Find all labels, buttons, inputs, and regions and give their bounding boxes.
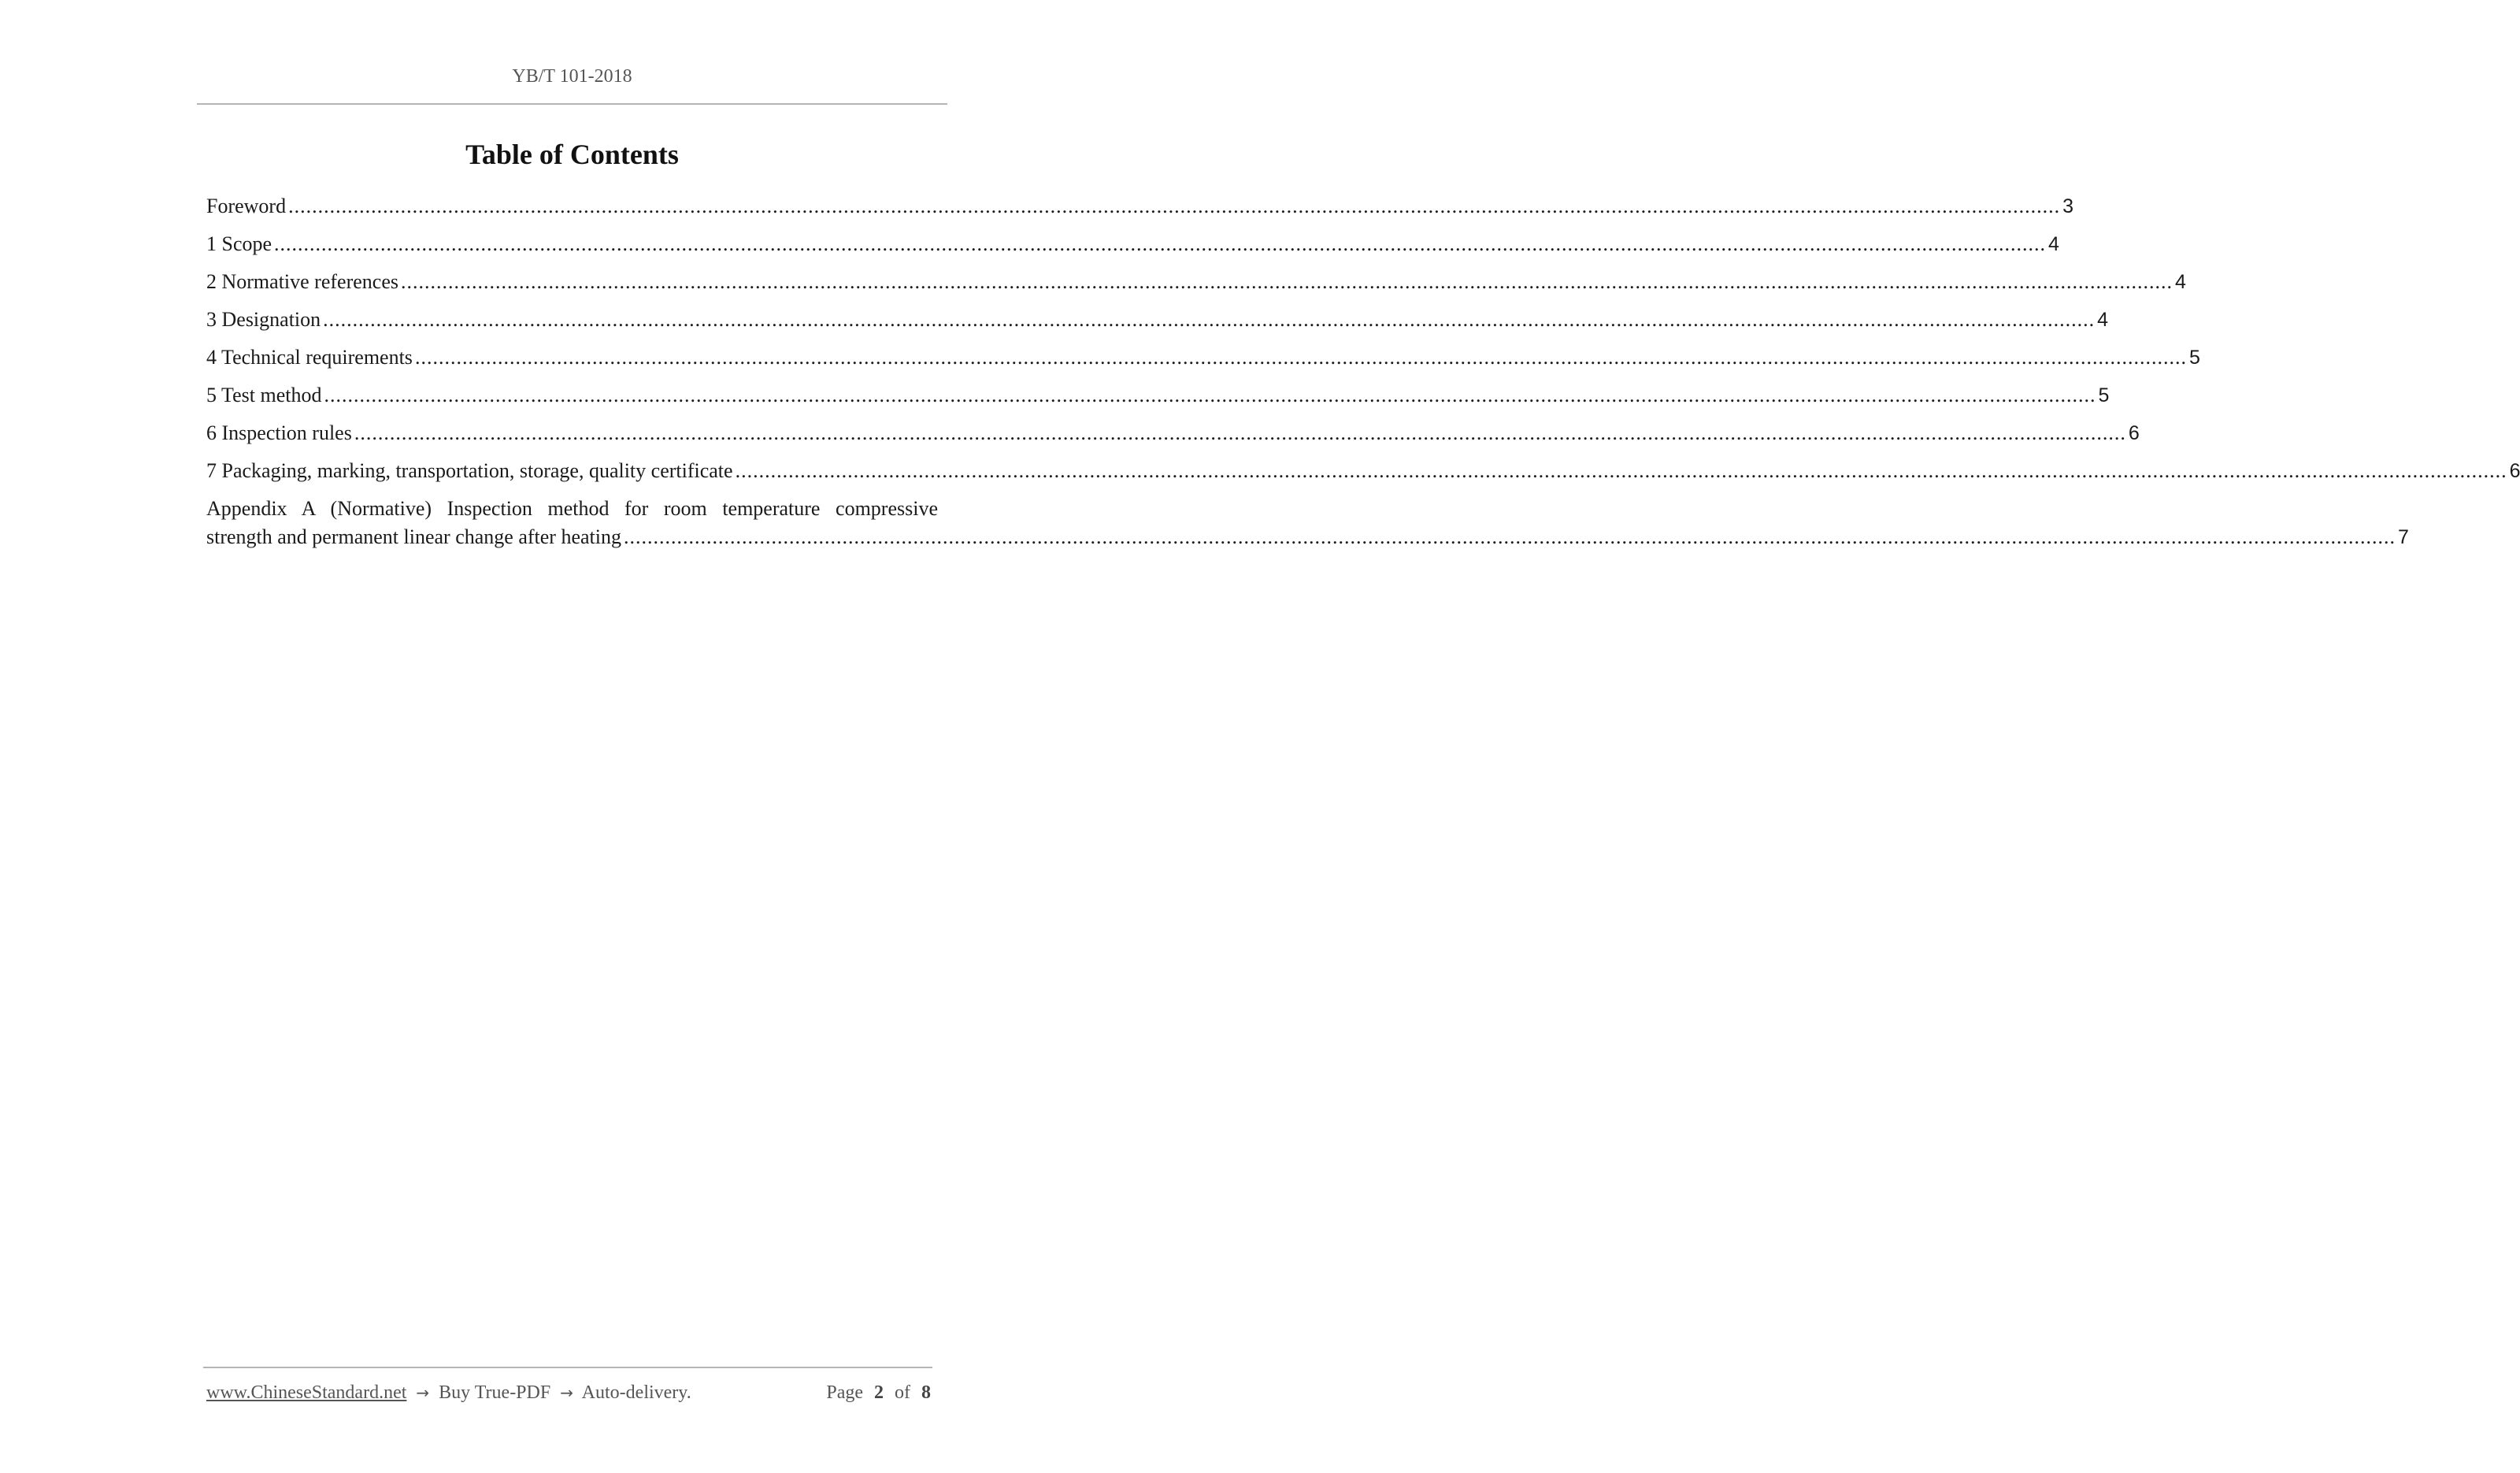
toc-entry-page: 4 [2048,233,2059,255]
toc-entry-page: 3 [2062,195,2073,217]
toc-entry-page: 7 [2397,526,2409,548]
website-link[interactable]: www.ChineseStandard.net [206,1382,407,1403]
toc-entry-label: 2 Normative references [206,270,398,293]
dot-leader: ............................................................................................................................................................................................................................................................................................................ [324,384,2096,406]
dot-leader: ............................................................................................................................................................................................................................................................................................................ [274,232,2047,255]
right-arrow-icon: → [416,1383,430,1402]
document-code-header: YB/T 101-2018 [512,66,632,87]
toc-entry-scope[interactable] [206,230,2059,258]
toc-entry-line2 [206,523,2409,551]
toc-entry-label-line2: strength and permanent linear change after heating [206,525,621,548]
toc-entry-label: 4 Technical requirements [206,346,413,369]
toc-entry-page: 6 [2128,422,2140,444]
toc-entry-technical-requirements[interactable] [206,343,2200,372]
right-arrow-icon: → [560,1383,573,1402]
toc-entry-label: 5 Test method [206,384,322,406]
page-word: Page [826,1382,863,1403]
page-footer [206,1382,931,1404]
footer-promo [206,1382,691,1404]
of-word: of [895,1382,910,1403]
toc-entry-inspection-rules[interactable] [206,419,2140,447]
toc-entry-page: 4 [2097,309,2109,331]
toc-entry-appendix-a[interactable] [206,495,2409,551]
toc-title: Table of Contents [465,139,679,170]
dot-leader: ............................................................................................................................................................................................................................................................................................................ [323,308,2096,331]
toc-entry-label: Foreword [206,195,287,217]
buy-true-pdf-text: Buy True-PDF [439,1382,551,1403]
page-indicator [826,1382,931,1404]
dot-leader: ............................................................................................................................................................................................................................................................................................................ [623,525,2396,548]
toc-entry-label: 7 Packaging, marking, transportation, storage, quality certificate [206,459,733,482]
table-of-contents [206,192,2520,551]
auto-delivery-text: Auto-delivery. [581,1382,691,1403]
toc-entry-foreword[interactable] [206,192,2073,221]
footer-divider [203,1367,932,1368]
dot-leader: ............................................................................................................................................................................................................................................................................................................ [735,459,2507,482]
toc-entry-designation[interactable] [206,306,2109,334]
toc-entry-label: 1 Scope [206,232,272,255]
current-page-number: 2 [874,1382,884,1403]
toc-entry-label: 6 Inspection rules [206,421,352,444]
dot-leader: ............................................................................................................................................................................................................................................................................................................ [288,195,2061,217]
dot-leader: ............................................................................................................................................................................................................................................................................................................ [400,270,2173,293]
dot-leader: ............................................................................................................................................................................................................................................................................................................ [414,346,2187,369]
toc-entry-normative-references[interactable] [206,268,2186,296]
toc-entry-label: 3 Designation [206,308,321,331]
dot-leader: ............................................................................................................................................................................................................................................................................................................ [354,421,2126,444]
toc-entry-page: 6 [2509,460,2520,482]
toc-entry-page: 4 [2174,271,2186,293]
total-page-count: 8 [921,1382,931,1403]
toc-entry-label-line1: Appendix A (Normative) Inspection method for room temperature compressive [206,497,938,520]
toc-entry-page: 5 [2098,384,2110,406]
toc-entry-packaging[interactable] [206,457,2520,485]
toc-entry-page: 5 [2188,347,2200,369]
toc-entry-test-method[interactable] [206,381,2110,410]
header-divider [197,103,947,105]
